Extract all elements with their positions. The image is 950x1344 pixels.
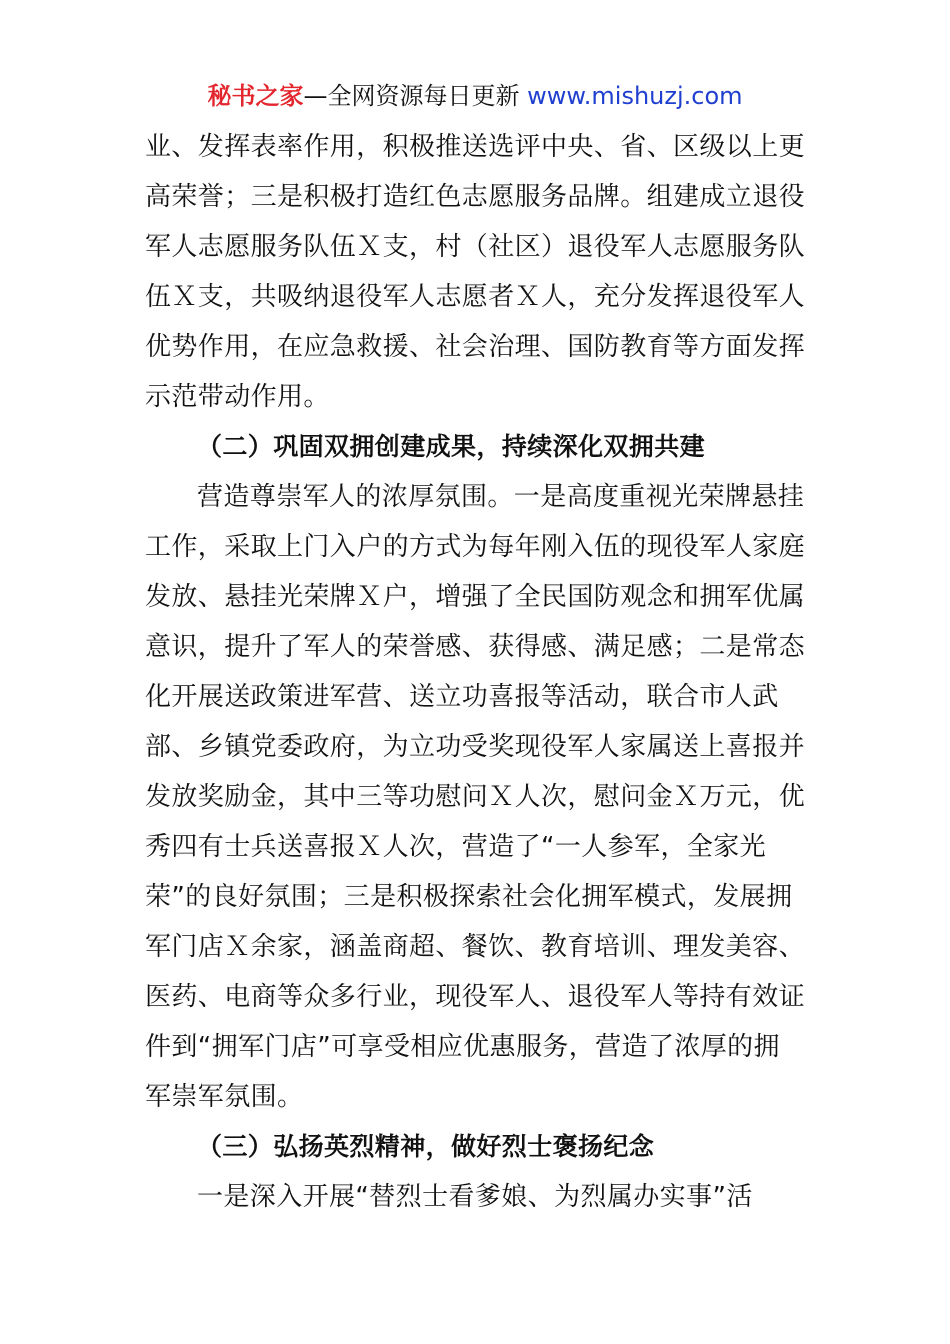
site-header bbox=[0, 80, 950, 112]
paragraph-line: 伍Ｘ支，共吸纳退役军人志愿者Ｘ人，充分发挥退役军人 bbox=[145, 282, 806, 312]
paragraph-line: 军崇军氛围。 bbox=[145, 1082, 304, 1112]
paragraph-line: 意识，提升了军人的荣誉感、获得感、满足感；二是常态 bbox=[145, 632, 806, 662]
section-heading: （二）巩固双拥创建成果，持续深化双拥共建 bbox=[197, 432, 706, 461]
paragraph-line: 医药、电商等众多行业，现役军人、退役军人等持有效证 bbox=[145, 982, 806, 1012]
paragraph-line: 秀四有士兵送喜报Ｘ人次，营造了“一人参军，全家光 bbox=[145, 832, 767, 862]
paragraph-line: 优势作用，在应急救援、社会治理、国防教育等方面发挥 bbox=[145, 332, 806, 362]
site-tagline: —全网资源每日更新 bbox=[303, 82, 528, 110]
paragraph-line: 高荣誉；三是积极打造红色志愿服务品牌。组建成立退役 bbox=[145, 182, 806, 212]
paragraph-line: 营造尊崇军人的浓厚氛围。一是高度重视光荣牌悬挂 bbox=[197, 482, 805, 512]
site-brand: 秘书之家 bbox=[207, 82, 304, 110]
document-body bbox=[145, 122, 810, 1222]
section-heading: （三）弘扬英烈精神，做好烈士褒扬纪念 bbox=[197, 1132, 655, 1161]
paragraph-line: 军人志愿服务队伍Ｘ支，村（社区）退役军人志愿服务队 bbox=[145, 232, 806, 262]
paragraph-line: 工作，采取上门入户的方式为每年刚入伍的现役军人家庭 bbox=[145, 532, 806, 562]
paragraph-line: 荣”的良好氛围；三是积极探索社会化拥军模式，发展拥 bbox=[145, 882, 793, 912]
site-url-link[interactable]: www.mishuzj.com bbox=[527, 82, 743, 110]
paragraph-line: 发放、悬挂光荣牌Ｘ户，增强了全民国防观念和拥军优属 bbox=[145, 582, 806, 612]
paragraph-line: 化开展送政策进军营、送立功喜报等活动，联合市人武 bbox=[145, 682, 779, 712]
paragraph-line: 业、发挥表率作用，积极推送选评中央、省、区级以上更 bbox=[145, 132, 806, 162]
paragraph-line: 军门店Ｘ余家，涵盖商超、餐饮、教育培训、理发美容、 bbox=[145, 932, 806, 962]
paragraph-line: 件到“拥军门店”可享受相应优惠服务，营造了浓厚的拥 bbox=[145, 1032, 780, 1062]
paragraph-line: 发放奖励金，其中三等功慰问Ｘ人次，慰问金Ｘ万元，优 bbox=[145, 782, 806, 812]
paragraph-line: 示范带动作用。 bbox=[145, 382, 330, 412]
paragraph-line: 部、乡镇党委政府，为立功受奖现役军人家属送上喜报并 bbox=[145, 732, 806, 762]
paragraph-line: 一是深入开展“替烈士看爹娘、为烈属办实事”活 bbox=[197, 1182, 753, 1212]
